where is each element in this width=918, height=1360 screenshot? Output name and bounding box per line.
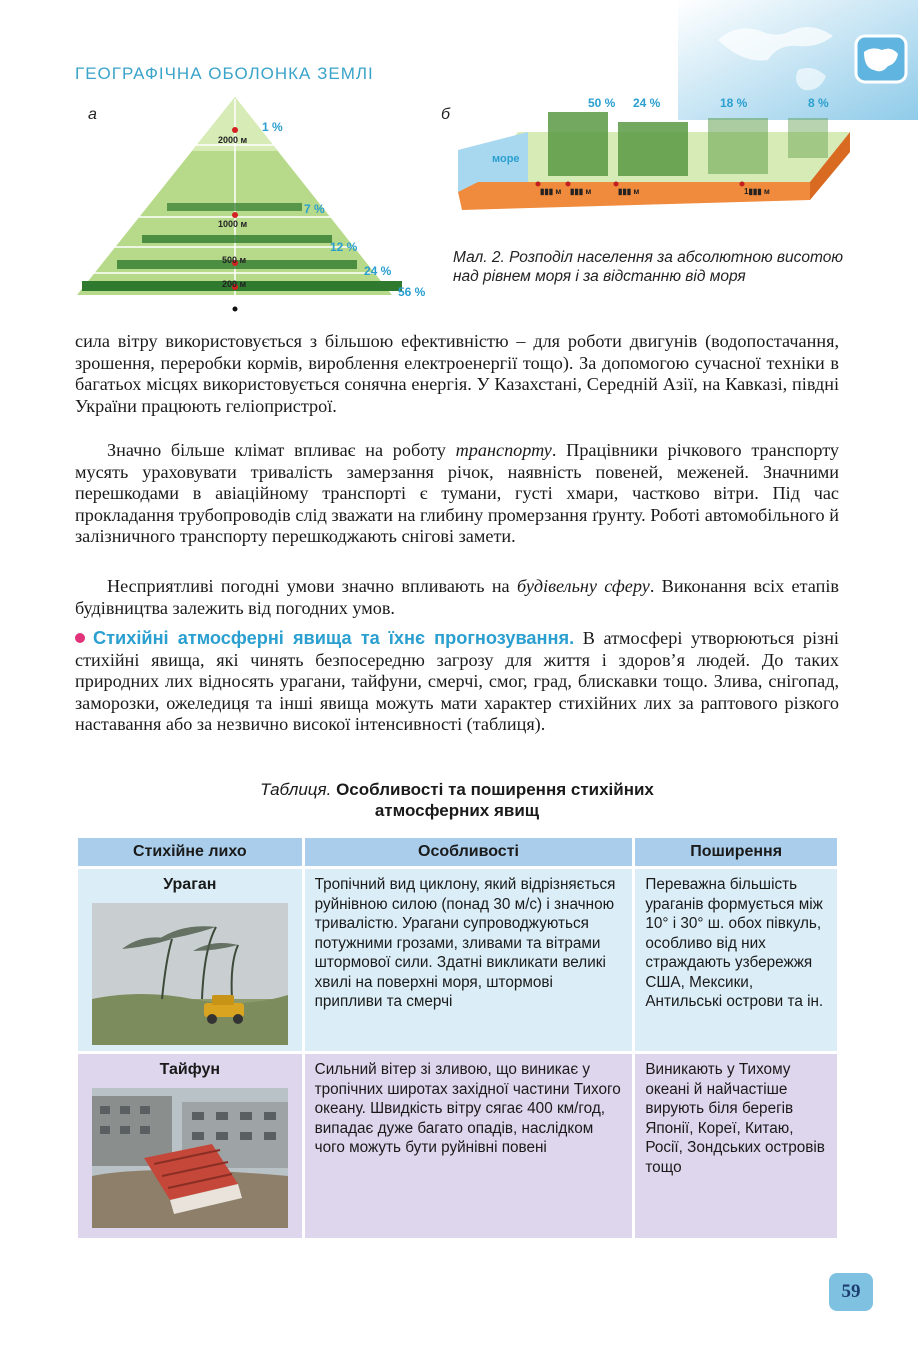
features-cell: Тропічний вид циклону, який відрізняється руйнівною силою (понад 30 м/с) і значною тривалістю. Урагани супроводжуються потужними грозами, зливами та вітрами штормової сили. Здатні викликати великі хвилі на поверхні моря, штормові припливи та смерчі	[305, 869, 633, 1051]
header-features: Особливості	[305, 838, 633, 866]
sea-distance-diagram	[458, 92, 858, 222]
spread-cell: Переважна більшість ураганів формується між 10° і 30° ш. обох півкуль, особливо від них страждають узбережжя США, Мексики, Антильські острови та ін.	[635, 869, 837, 1051]
paragraph-4: Стихійні атмосферні явища та їхнє прогнозування. В атмосфері утворюються різні стихійні явища, які чинять безпосередню загрозу для життя і здоров’я людей. До таких природних лих відносять урагани, тайфуни, смерчі, смог, град, блискавки тощо. Злива, снігопад, заморозки, ожеледиця та інші явища можуть мати характер стихійних лих за раптового різкого наставання або за незвично високої інтенсивності (таблиця).	[75, 628, 839, 735]
distance-3-label: ▮▮▮ м	[618, 187, 640, 196]
features-cell: Сильний вітер зі зливою, що виникає у тропічних широтах західної частини Тихого океану. Швидкість вітру сягає 400 км/год, випадає дуже багато опадів, наслідком чого можуть бути руйнівні повені	[305, 1054, 633, 1238]
distance-1-label: ▮▮▮ м	[540, 187, 562, 196]
hazard-name: Тайфун	[159, 1061, 221, 1078]
percent-24-label: 24 %	[364, 264, 392, 278]
table-title: Таблиця. Особливості та поширення стихійних атмосферних явищ	[260, 780, 654, 820]
percent-18-label: 18 %	[720, 96, 748, 110]
page-number: 59	[829, 1273, 873, 1311]
figure-caption: Мал. 2. Розподіл населення за абсолютною висотою над рівнем моря і за відстанню від моря	[453, 249, 843, 285]
paragraph-3: Несприятливі погодні умови значно впливають на будівельну сферу. Виконання всіх етапів будівництва залежить від погодних умов.	[75, 576, 839, 618]
height-200-label: 200 м	[222, 279, 247, 289]
height-2000-label: 2000 м	[218, 135, 248, 145]
table-row	[78, 1054, 837, 1238]
paragraph-1: сила вітру використовується з більшою ефективністю – для роботи двигунів (водопостачання, зрошення, переробки кормів, вироблення електроенергії тощо). За допомогою сучасної техніки в багатьох місцях використовується сонячна енергія. У Казахстані, Середній Азії, на Кавказі, півдні України працюють геліопристрої.	[75, 331, 839, 416]
table-row	[78, 869, 837, 1051]
paragraph-2: Значно більше клімат впливає на роботу транспорту. Працівники річкового транспорту мусять ураховувати тривалість замерзання річок, наявність повеней, меженей. Значними перешкодами в авіаційному транспорті є тумани, густі хмари, частково вітри. Під час прокладання трубопроводів слід зважати на глибину промерзання ґрунту. Роботі автомобільного й залізничного транспорту перешкоджають снігові замети.	[75, 440, 840, 547]
header-hazard: Стихійне лихо	[78, 838, 302, 866]
hazard-cell	[78, 869, 302, 1051]
percent-7-label: 7 %	[304, 202, 325, 216]
hazard-name: Ураган	[163, 876, 217, 893]
bullet-icon	[75, 633, 85, 643]
height-500-label: 500 м	[222, 255, 247, 265]
mountain-population-diagram	[72, 95, 432, 315]
typhoon-photo	[92, 1088, 288, 1228]
hurricane-photo	[92, 903, 288, 1045]
hazards-table	[75, 835, 840, 1241]
distance-4-label: 1▮▮▮ м	[744, 187, 770, 196]
spread-cell: Виникають у Тихому океані й найчастіше вирують біля берегів Японії, Кореї, Китаю, Росії, Зондських островів тощо	[635, 1054, 837, 1238]
figure-a-label: а	[88, 106, 97, 123]
percent-12-label: 12 %	[330, 240, 358, 254]
chapter-header: ГЕОГРАФІЧНА ОБОЛОНКА ЗЕМЛІ	[75, 64, 374, 83]
header-spread: Поширення	[635, 838, 837, 866]
section-heading: Стихійні атмосферні явища та їхнє прогнозування.	[93, 628, 575, 648]
height-1000-label: 1000 м	[218, 219, 248, 229]
distance-2-label: ▮▮▮ м	[570, 187, 592, 196]
sea-label: море	[492, 153, 520, 165]
emphasis-transport: транспорту	[455, 440, 552, 460]
percent-24b-label: 24 %	[633, 96, 661, 110]
percent-50-label: 50 %	[588, 96, 616, 110]
percent-56-label: 56 %	[398, 285, 426, 299]
hazard-cell	[78, 1054, 302, 1238]
figure-b-label: б	[441, 106, 450, 123]
percent-1-label: 1 %	[262, 120, 283, 134]
emphasis-construction: будівельну сферу	[516, 576, 650, 596]
ukraine-map-icon	[856, 36, 906, 82]
percent-8-label: 8 %	[808, 96, 829, 110]
table-header-row	[78, 838, 837, 866]
